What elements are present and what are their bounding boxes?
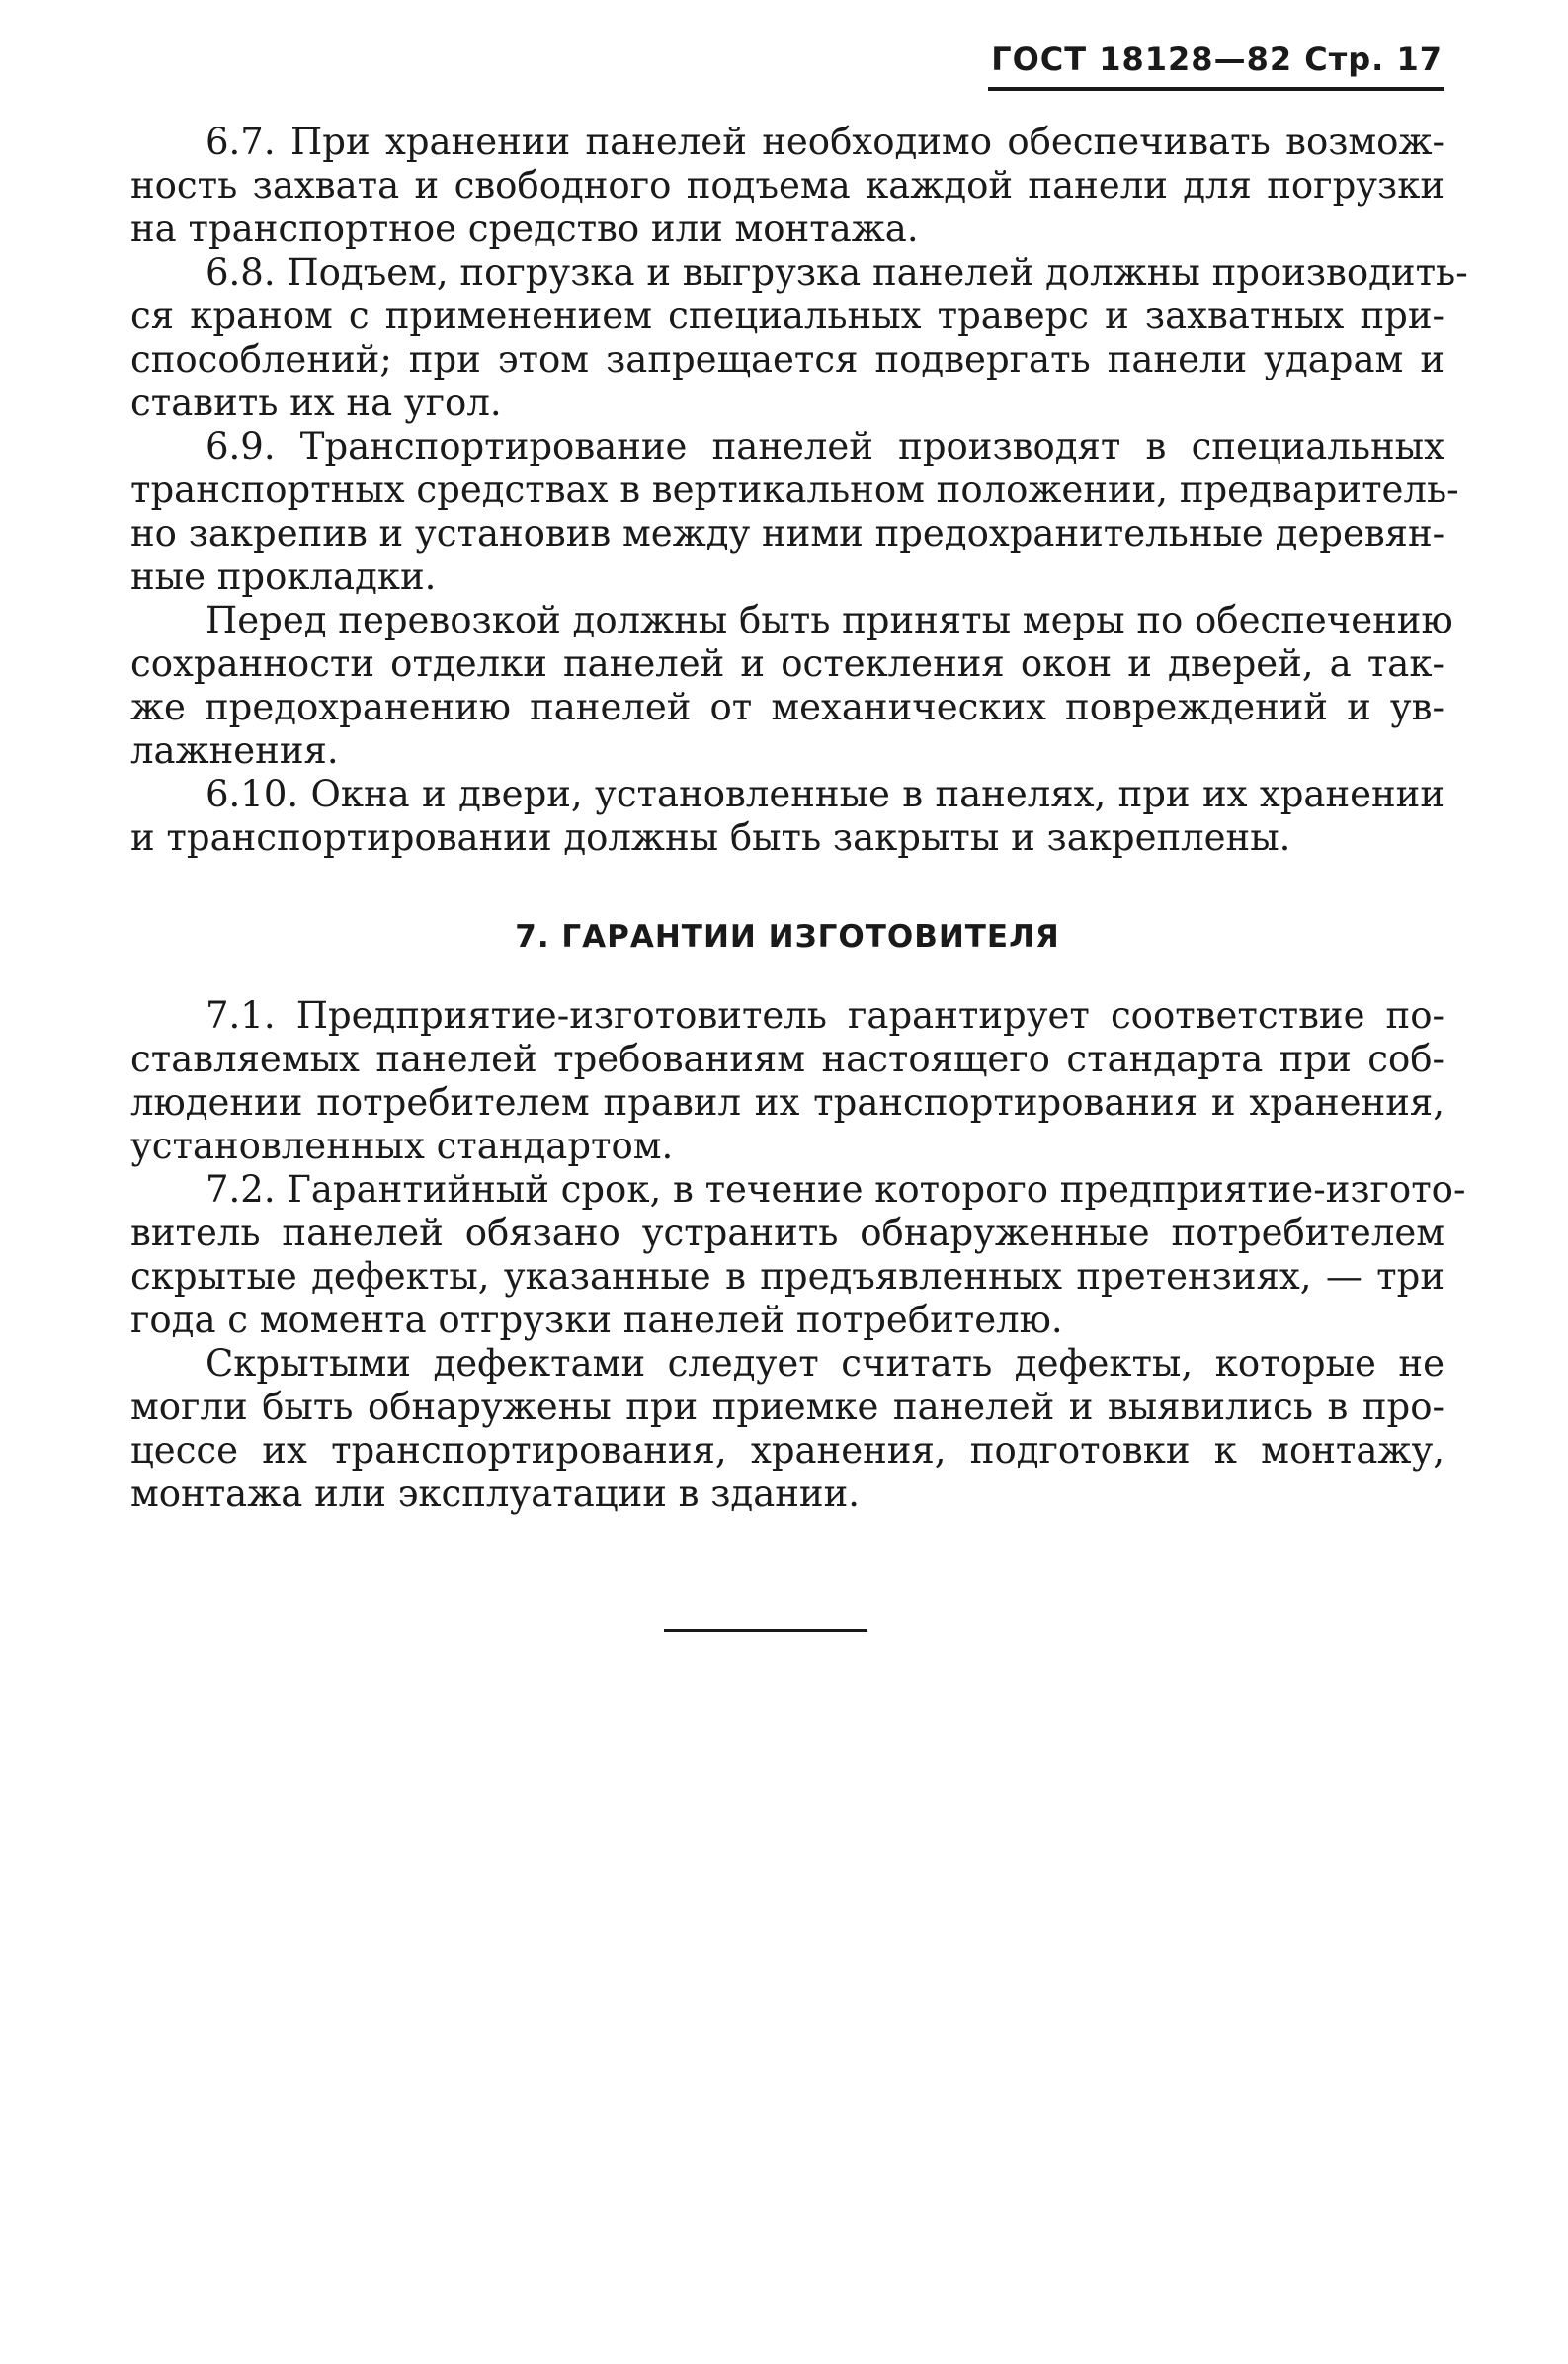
text-line: на транспортное средство или монтажа.: [130, 208, 919, 250]
text-line: же предохранению панелей от механических повреждений и ув-: [130, 686, 1444, 728]
text-line: ность захвата и свободного подъема каждой панели для погрузки: [130, 164, 1444, 207]
text-line: 6.8. Подъем, погрузка и выгрузка панелей должны производить-: [206, 251, 1468, 294]
text-line: сохранности отделки панелей и остекления окон и дверей, а так-: [130, 642, 1444, 685]
section-7-heading: 7. ГАРАНТИИ ИЗГОТОВИТЕЛЯ: [515, 919, 1060, 955]
text-line: способлений; при этом запрещается подвергать панели ударам и: [130, 338, 1444, 380]
text-line: но закрепив и установив между ними предохранительные деревян-: [130, 512, 1445, 554]
paragraph-6-10: [130, 773, 1444, 860]
text-line: установленных стандартом.: [130, 1125, 674, 1167]
text-line: транспортных средствах в вертикальном положении, предваритель-: [130, 468, 1459, 511]
paragraph-6-8: [130, 251, 1468, 425]
text-line: ставить их на угол.: [130, 381, 502, 424]
text-line: скрытые дефекты, указанные в предъявленных претензиях, — три: [130, 1255, 1444, 1298]
end-rule: [664, 1629, 867, 1632]
text-line: людении потребителем правил их транспортирования и хранения,: [130, 1081, 1444, 1124]
text-line: могли быть обнаружены при приемке панелей и выявились в про-: [130, 1386, 1444, 1428]
text-line: монтажа или эксплуатации в здании.: [130, 1473, 861, 1515]
paragraph-7-2-continued: [130, 1342, 1444, 1516]
text-line: лажнения.: [130, 729, 339, 772]
text-line: цессе их транспортирования, хранения, подготовки к монтажу,: [130, 1429, 1444, 1472]
text-line: 6.9. Транспортирование панелей производят в специальных: [206, 425, 1444, 467]
section-7-text: [130, 994, 1466, 1516]
text-line: 6.10. Окна и двери, установленные в панелях, при их хранении: [206, 773, 1444, 815]
text-line: Перед перевозкой должны быть приняты меры по обеспечению: [206, 599, 1453, 641]
text-line: года с момента отгрузки панелей потребителю.: [130, 1299, 1063, 1341]
text-line: ся краном с применением специальных траверс и захватных при-: [130, 295, 1444, 337]
text-line: и транспортировании должны быть закрыты и закреплены.: [130, 816, 1291, 859]
paragraph-6-7: [130, 121, 1444, 251]
paragraph-7-2: [130, 1168, 1466, 1342]
text-line: ставляемых панелей требованиям настоящего стандарта при соб-: [130, 1038, 1444, 1080]
text-line: Скрытыми дефектами следует считать дефекты, которые не: [206, 1342, 1444, 1385]
text-line: ные прокладки.: [130, 555, 437, 598]
paragraph-6-9: [130, 425, 1459, 599]
section-6-text: [130, 121, 1468, 860]
paragraph-7-1: [130, 994, 1444, 1168]
text-line: 7.1. Предприятие-изготовитель гарантирует соответствие по-: [206, 994, 1444, 1037]
text-line: 6.7. При хранении панелей необходимо обеспечивать возмож-: [206, 121, 1444, 163]
text-line: 7.2. Гарантийный срок, в течение которого предприятие-изгото-: [206, 1168, 1466, 1211]
running-header: ГОСТ 18128—82 Стр. 17: [991, 41, 1443, 78]
paragraph-6-9-continued: [130, 599, 1453, 773]
header-rule: [988, 87, 1444, 91]
text-line: витель панелей обязано устранить обнаруженные потребителем: [130, 1212, 1444, 1254]
